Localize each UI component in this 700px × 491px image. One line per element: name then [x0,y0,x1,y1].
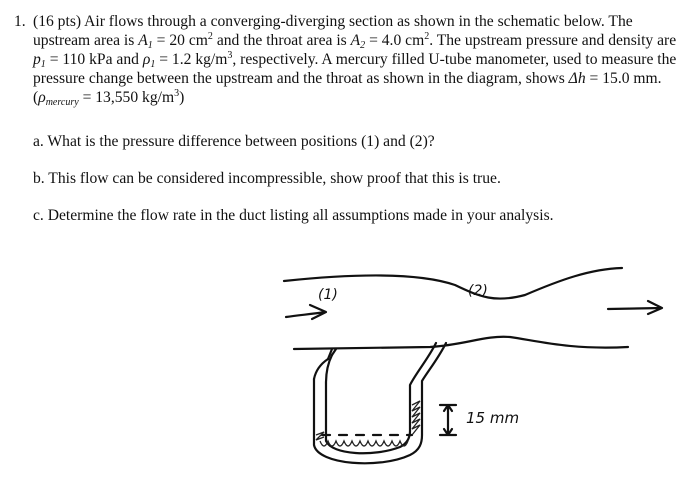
mercury-density-exponent: 3 [174,88,180,99]
problem-number: 1. [14,13,26,30]
area-2-exponent: 2 [424,31,430,42]
pressure-text: . The upstream pressure and density are [429,32,677,49]
manometer-reading-label: 15 mm [466,409,520,427]
manometer-inner [326,343,436,453]
area-1-symbol: A [138,32,148,49]
question-part-b: b. This flow can be considered incompressible, show proof that this is true. [33,170,501,187]
area-2-value: = 4.0 cm [369,32,425,49]
density-subscript: 1 [150,59,156,70]
density-exponent: 3 [227,50,233,61]
manometer-text: , respectively. A mercury filled U-tube manometer, used to measure the pressure change between the upstream and the throat as shown in the diagram, shows [33,51,677,87]
pressure-symbol: p [33,51,41,68]
throat-text: and the throat area is [216,32,347,49]
question-part-c: c. Determine the flow rate in the duct listing all assumptions made in your analysis. [33,207,554,224]
area-2-symbol: A [350,32,361,49]
inflow-arrow-icon [286,305,326,319]
points: (16 pts) [33,13,82,30]
delta-h-symbol: Δh [568,70,586,87]
mercury-density-subscript: mercury [45,97,79,108]
nozzle-schematic [270,255,670,475]
close-paren: ) [179,89,185,106]
duct-bottom-wall [294,337,628,349]
station-2-label: (2) [468,283,488,299]
problem-statement [14,12,684,107]
problem-body [33,12,684,107]
manometer-left-tap [314,355,332,383]
mercury-fill-bottom [320,441,408,446]
intro-text: Air flows through a converging-diverging section as shown in the schematic below. The upstream area is [33,13,633,49]
mercury-fill-right [412,401,420,435]
mercury-density-value: = 13,550 kg/m [82,89,175,106]
density-symbol: ρ [142,51,151,68]
delta-h-value: = 15.0 mm. ( [33,70,662,106]
pressure-value: = 110 kPa and [49,51,139,68]
dimension-arrow-icon [440,405,456,435]
station-1-label: (1) [318,287,338,303]
density-value: = 1.2 kg/m [159,51,228,68]
area-2-subscript: 2 [360,40,366,51]
mercury-density-symbol: ρ [38,89,46,106]
area-1-exponent: 2 [207,31,213,42]
outflow-arrow-icon [608,301,662,314]
pressure-subscript: 1 [40,59,46,70]
area-1-value: = 20 cm [156,32,208,49]
question-part-a: a. What is the pressure difference between positions (1) and (2)? [33,133,435,150]
area-1-subscript: 1 [147,40,153,51]
